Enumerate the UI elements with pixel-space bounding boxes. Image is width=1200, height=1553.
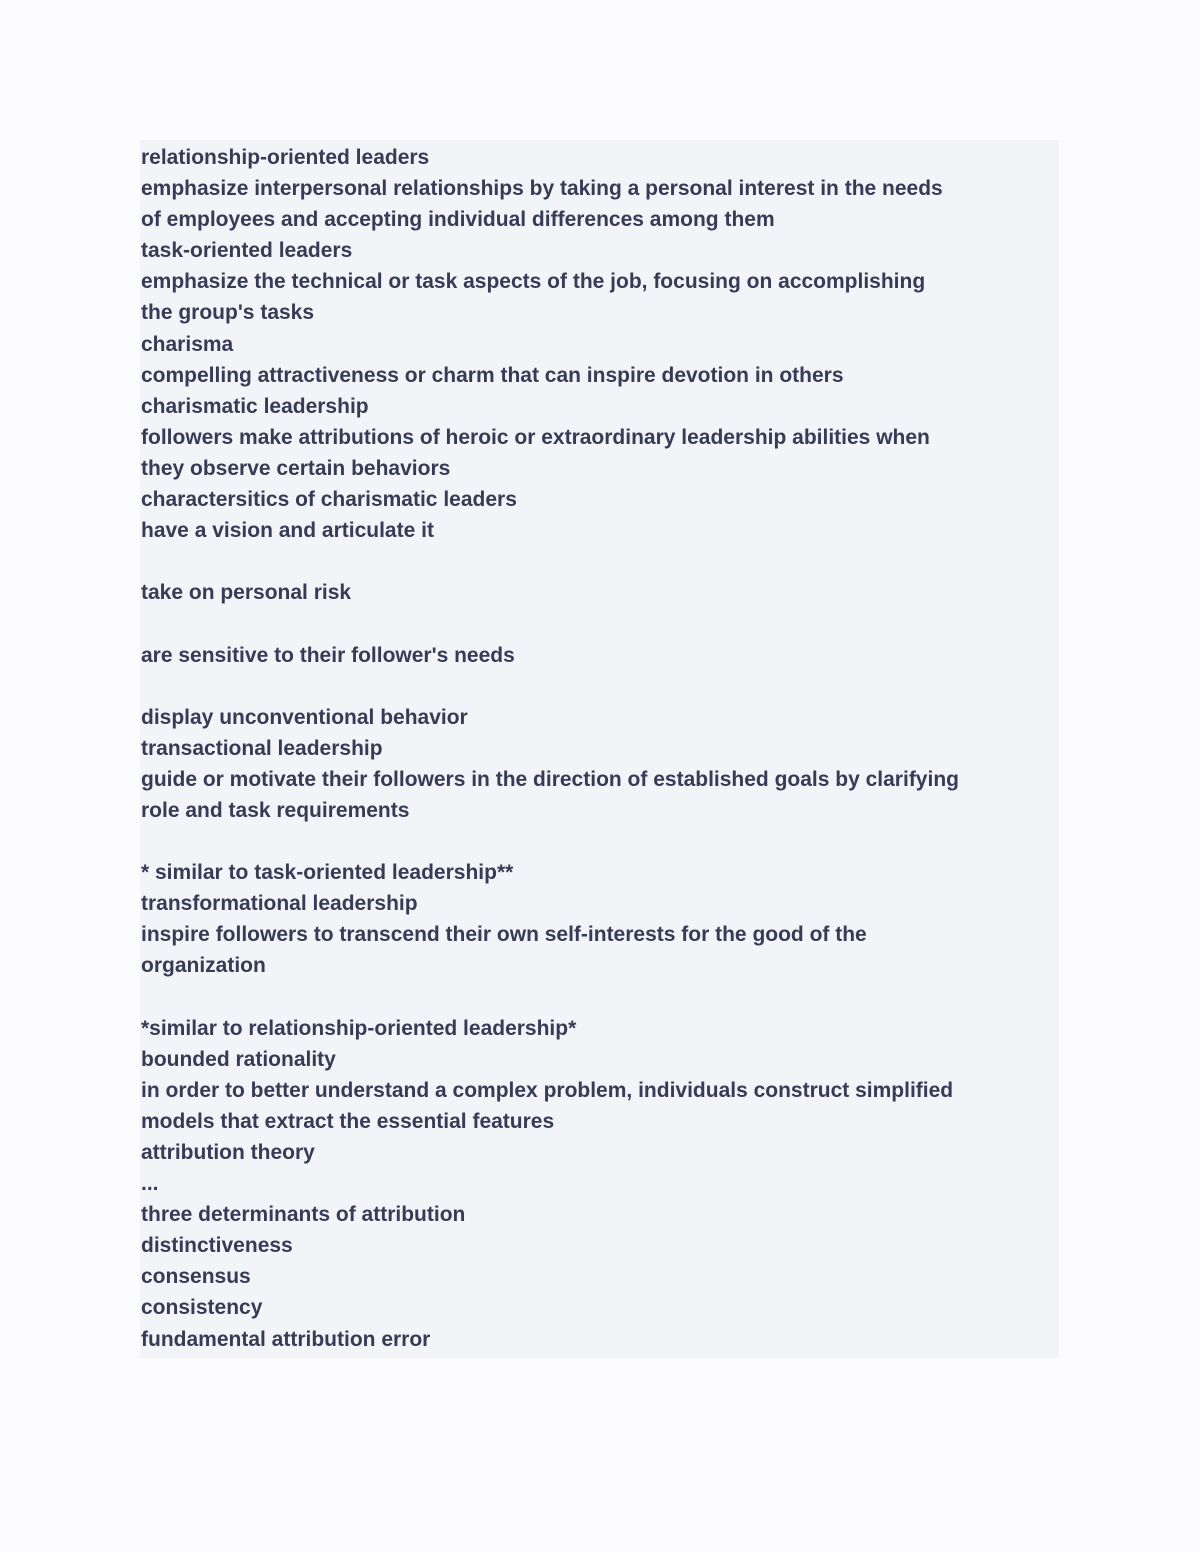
text-line: organization <box>141 954 266 978</box>
text-line: of employees and accepting individual differences among them <box>141 208 775 232</box>
text-line: *similar to relationship-oriented leadership* <box>141 1016 577 1040</box>
text-line: emphasize the technical or task aspects of the job, focusing on accomplishing <box>141 270 926 294</box>
text-line: guide or motivate their followers in the direction of established goals by clarifying <box>141 767 959 791</box>
text-line: transformational leadership <box>141 892 418 916</box>
text-line: fundamental attribution error <box>141 1327 431 1351</box>
text-line: have a vision and articulate it <box>141 519 434 543</box>
text-line: transactional leadership <box>141 736 383 760</box>
text-line: in order to better understand a complex problem, individuals construct simplified <box>141 1078 954 1102</box>
text-line: three determinants of attribution <box>141 1203 466 1227</box>
text-line: inspire followers to transcend their own self-interests for the good of the <box>141 923 867 947</box>
text-line: they observe certain behaviors <box>141 456 451 480</box>
blank-line <box>140 982 1059 1013</box>
text-line: charactersitics of charismatic leaders <box>141 488 517 512</box>
text-line: models that extract the essential features <box>141 1109 555 1133</box>
text-line: display unconventional behavior <box>141 705 468 729</box>
blank-line <box>140 608 1059 639</box>
text-line: the group's tasks <box>141 301 315 325</box>
text-line: relationship-oriented leaders <box>141 146 430 169</box>
text-line: charisma <box>141 332 234 356</box>
blank-line <box>140 671 1059 702</box>
text-content-block <box>140 140 1059 1358</box>
text-line: consistency <box>141 1296 263 1320</box>
text-line: compelling attractiveness or charm that can inspire devotion in others <box>141 363 844 387</box>
blank-line <box>140 826 1059 857</box>
text-line: followers make attributions of heroic or extraordinary leadership abilities when <box>141 425 930 449</box>
text-line: distinctiveness <box>141 1234 293 1258</box>
text-line: attribution theory <box>141 1141 315 1164</box>
blank-line <box>140 546 1059 577</box>
text-line: are sensitive to their follower's needs <box>141 643 515 667</box>
text-line: take on personal risk <box>141 581 352 605</box>
text-line: task-oriented leaders <box>141 239 353 263</box>
text-line: * similar to task-oriented leadership** <box>141 861 514 885</box>
text-line: emphasize interpersonal relationships by taking a personal interest in the needs <box>141 177 943 201</box>
text-line: charismatic leadership <box>141 394 369 418</box>
text-line: ... <box>141 1172 159 1196</box>
text-line: role and task requirements <box>141 798 410 822</box>
text-line: bounded rationality <box>141 1047 336 1071</box>
text-line: consensus <box>141 1265 251 1289</box>
